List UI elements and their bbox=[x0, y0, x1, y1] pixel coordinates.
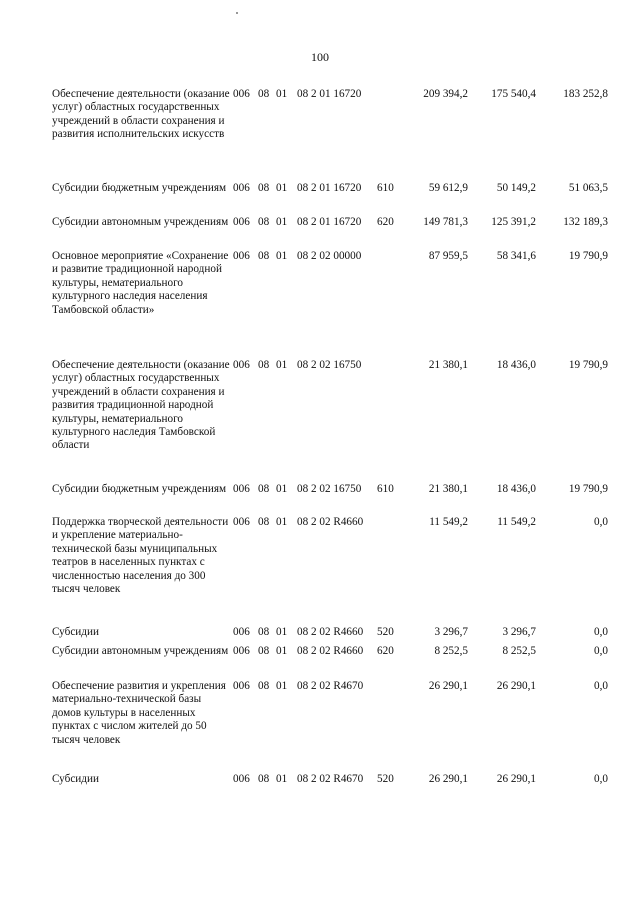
amount-year-1: 3 296,7 bbox=[434, 626, 468, 638]
section-code: 08 bbox=[258, 773, 270, 785]
amount-year-1: 11 549,2 bbox=[429, 516, 468, 528]
row-name: Поддержка творческой деятельности и укрепление материально-технической базы муниципальных театров в населенных пунктах с численностью населения до 300 тысяч человек bbox=[52, 516, 229, 596]
subsection-code: 01 bbox=[276, 88, 288, 100]
amount-year-1: 26 290,1 bbox=[428, 773, 468, 785]
subsection-code: 01 bbox=[276, 516, 288, 528]
amount-year-3: 0,0 bbox=[594, 645, 608, 657]
adm-code: 006 bbox=[233, 626, 250, 638]
adm-code: 006 bbox=[233, 483, 250, 495]
subsection-code: 01 bbox=[276, 645, 288, 657]
amount-year-1: 87 959,5 bbox=[428, 250, 468, 262]
section-code: 08 bbox=[258, 250, 270, 262]
expense-type-code: 620 bbox=[377, 645, 394, 657]
page-number: 100 bbox=[311, 50, 329, 64]
target-article-code: 08 2 01 16720 bbox=[297, 182, 362, 194]
subsection-code: 01 bbox=[276, 773, 288, 785]
amount-year-2: 18 436,0 bbox=[496, 359, 536, 371]
section-code: 08 bbox=[258, 182, 270, 194]
target-article-code: 08 2 02 R4670 bbox=[297, 773, 364, 785]
subsection-code: 01 bbox=[276, 359, 288, 371]
row-name: Субсидии bbox=[52, 626, 99, 638]
amount-year-3: 0,0 bbox=[594, 680, 608, 692]
row-name: Субсидии бюджетным учреждениям bbox=[52, 182, 227, 194]
adm-code: 006 bbox=[233, 516, 250, 528]
section-code: 08 bbox=[258, 216, 270, 228]
amount-year-3: 51 063,5 bbox=[568, 182, 608, 194]
amount-year-3: 0,0 bbox=[594, 516, 608, 528]
target-article-code: 08 2 02 16750 bbox=[297, 483, 362, 495]
adm-code: 006 bbox=[233, 645, 250, 657]
expense-type-code: 610 bbox=[377, 182, 394, 194]
amount-year-3: 19 790,9 bbox=[568, 359, 608, 371]
amount-year-1: 26 290,1 bbox=[428, 680, 468, 692]
target-article-code: 08 2 02 16750 bbox=[297, 359, 362, 371]
amount-year-3: 0,0 bbox=[594, 773, 608, 785]
target-article-code: 08 2 01 16720 bbox=[297, 216, 362, 228]
row-name: Основное мероприятие «Сохранение и развитие традиционной народной культуры, нематериального культурного наследия населения Тамбовской области» bbox=[52, 250, 229, 316]
section-code: 08 bbox=[258, 645, 270, 657]
amount-year-2: 125 391,2 bbox=[491, 216, 536, 228]
subsection-code: 01 bbox=[276, 216, 288, 228]
amount-year-1: 21 380,1 bbox=[428, 359, 468, 371]
section-code: 08 bbox=[258, 483, 270, 495]
amount-year-1: 59 612,9 bbox=[428, 182, 468, 194]
section-code: 08 bbox=[258, 359, 270, 371]
section-code: 08 bbox=[258, 88, 270, 100]
subsection-code: 01 bbox=[276, 680, 288, 692]
adm-code: 006 bbox=[233, 250, 250, 262]
target-article-code: 08 2 02 00000 bbox=[297, 250, 362, 262]
row-name: Субсидии автономным учреждениям bbox=[52, 216, 229, 228]
amount-year-3: 183 252,8 bbox=[563, 88, 608, 100]
target-article-code: 08 2 02 R4660 bbox=[297, 516, 364, 528]
amount-year-1: 149 781,3 bbox=[423, 216, 468, 228]
amount-year-2: 26 290,1 bbox=[496, 773, 536, 785]
target-article-code: 08 2 02 R4670 bbox=[297, 680, 364, 692]
row-name: Субсидии автономным учреждениям bbox=[52, 645, 229, 657]
row-name: Обеспечение развития и укрепления материально-технической базы домов культуры в населенных пунктах с числом жителей до 50 тысяч человек bbox=[52, 680, 226, 746]
adm-code: 006 bbox=[233, 773, 250, 785]
amount-year-1: 8 252,5 bbox=[434, 645, 468, 657]
amount-year-2: 58 341,6 bbox=[496, 250, 536, 262]
row-name: Обеспечение деятельности (оказание услуг) областных государственных учреждений в области сохранения и развития традиционной народной культуры, нематериального культурного наследия Тамбовской области bbox=[52, 359, 230, 452]
expense-type-code: 520 bbox=[377, 773, 394, 785]
amount-year-2: 3 296,7 bbox=[502, 626, 536, 638]
amount-year-3: 19 790,9 bbox=[568, 483, 608, 495]
row-name: Обеспечение деятельности (оказание услуг) областных государственных учреждений в области сохранения и развития исполнительских искусств bbox=[52, 88, 230, 141]
subsection-code: 01 bbox=[276, 250, 288, 262]
amount-year-2: 11 549,2 bbox=[497, 516, 536, 528]
scan-dot bbox=[236, 12, 238, 14]
subsection-code: 01 bbox=[276, 483, 288, 495]
target-article-code: 08 2 01 16720 bbox=[297, 88, 362, 100]
adm-code: 006 bbox=[233, 182, 250, 194]
adm-code: 006 bbox=[233, 359, 250, 371]
row-name: Субсидии bbox=[52, 773, 99, 785]
section-code: 08 bbox=[258, 516, 270, 528]
subsection-code: 01 bbox=[276, 626, 288, 638]
adm-code: 006 bbox=[233, 216, 250, 228]
target-article-code: 08 2 02 R4660 bbox=[297, 645, 364, 657]
amount-year-2: 26 290,1 bbox=[496, 680, 536, 692]
section-code: 08 bbox=[258, 680, 270, 692]
expense-type-code: 610 bbox=[377, 483, 394, 495]
amount-year-1: 209 394,2 bbox=[423, 88, 468, 100]
target-article-code: 08 2 02 R4660 bbox=[297, 626, 364, 638]
adm-code: 006 bbox=[233, 680, 250, 692]
expense-type-code: 620 bbox=[377, 216, 394, 228]
amount-year-2: 175 540,4 bbox=[491, 88, 536, 100]
adm-code: 006 bbox=[233, 88, 250, 100]
amount-year-2: 18 436,0 bbox=[496, 483, 536, 495]
expense-type-code: 520 bbox=[377, 626, 394, 638]
row-name: Субсидии бюджетным учреждениям bbox=[52, 483, 227, 495]
amount-year-3: 132 189,3 bbox=[563, 216, 608, 228]
amount-year-3: 0,0 bbox=[594, 626, 608, 638]
amount-year-2: 50 149,2 bbox=[496, 182, 536, 194]
amount-year-2: 8 252,5 bbox=[502, 645, 536, 657]
section-code: 08 bbox=[258, 626, 270, 638]
subsection-code: 01 bbox=[276, 182, 288, 194]
amount-year-3: 19 790,9 bbox=[568, 250, 608, 262]
amount-year-1: 21 380,1 bbox=[428, 483, 468, 495]
